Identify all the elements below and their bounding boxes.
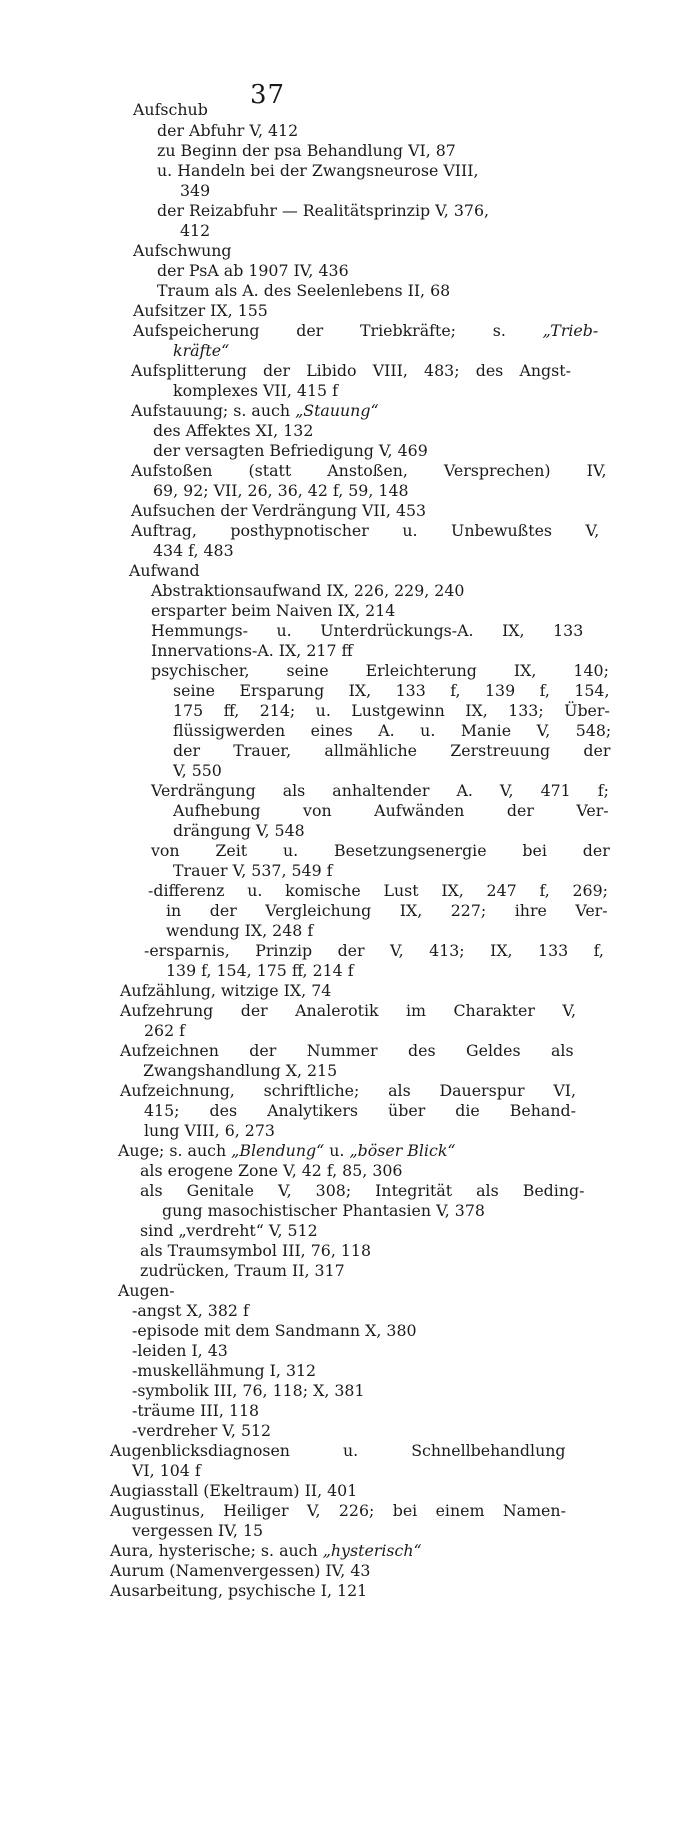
index-line: Aufzählung, witzige IX, 74	[120, 981, 332, 1000]
index-line: Aufhebung von Aufwänden der Ver-	[173, 801, 609, 820]
index-line: der Reizabfuhr — Realitätsprinzip V, 376,	[157, 201, 490, 220]
index-line: Traum als A. des Seelenlebens II, 68	[157, 281, 451, 300]
index-line: Aufschwung	[133, 241, 232, 260]
index-line: -träume III, 118	[132, 1401, 260, 1420]
index-line: Innervations-A. IX, 217 ff	[151, 641, 353, 660]
index-line: wendung IX, 248 f	[166, 921, 314, 940]
index-line: Ausarbeitung, psychische I, 121	[110, 1581, 368, 1600]
index-line: drängung V, 548	[173, 821, 305, 840]
index-line: u. Handeln bei der Zwangsneurose VIII,	[157, 161, 479, 180]
index-line: gung masochistischer Phantasien V, 378	[162, 1201, 485, 1220]
index-line: Aufzeichnung, schriftliche; als Dauerspur VI,	[120, 1081, 576, 1100]
index-line: Augenblicksdiagnosen u. Schnellbehandlung	[110, 1441, 566, 1460]
index-line: Aufsitzer IX, 155	[133, 301, 268, 320]
index-line: seine Ersparung IX, 133 f, 139 f, 154,	[173, 681, 610, 700]
index-line: Zwangshandlung X, 215	[143, 1061, 338, 1080]
index-line: 175 ff, 214; u. Lustgewinn IX, 133; Über-	[173, 701, 610, 720]
index-line: Verdrängung als anhaltender A. V, 471 f;	[151, 781, 609, 800]
index-line: zudrücken, Traum II, 317	[140, 1261, 345, 1280]
index-line: der Trauer, allmähliche Zerstreuung der	[173, 741, 611, 760]
index-line: als Traumsymbol III, 76, 118	[140, 1241, 372, 1260]
index-line: als Genitale V, 308; Integrität als Beding-	[140, 1181, 585, 1200]
index-line: -symbolik III, 76, 118; X, 381	[132, 1381, 365, 1400]
index-line: Hemmungs- u. Unterdrückungs-A. IX, 133	[151, 621, 584, 640]
index-line: 69, 92; VII, 26, 36, 42 f, 59, 148	[153, 481, 409, 500]
index-line: 139 f, 154, 175 ff, 214 f	[166, 961, 354, 980]
index-line: Augen-	[118, 1281, 175, 1300]
index-line: Aufwand	[129, 561, 200, 580]
index-line: -ersparnis, Prinzip der V, 413; IX, 133 f,	[144, 941, 604, 960]
index-line: Augiasstall (Ekeltraum) II, 401	[110, 1481, 358, 1500]
index-line: Aurum (Namenvergessen) IV, 43	[110, 1561, 371, 1580]
index-line: Trauer V, 537, 549 f	[173, 861, 333, 880]
index-line: des Affektes XI, 132	[153, 421, 314, 440]
index-line: vergessen IV, 15	[132, 1521, 264, 1540]
index-line: der versagten Befriedigung V, 469	[153, 441, 428, 460]
index-line: 415; des Analytikers über die Behand-	[144, 1101, 576, 1120]
index-line: Aufzehrung der Analerotik im Charakter V,	[120, 1001, 577, 1020]
index-line: Aufstauung; s. auch „Stauung“	[131, 401, 379, 420]
page-number: 37	[250, 80, 286, 110]
index-line: -muskellähmung I, 312	[132, 1361, 317, 1380]
index-line: in der Vergleichung IX, 227; ihre Ver-	[166, 901, 608, 920]
index-line: Aufzeichnen der Nummer des Geldes als	[120, 1041, 574, 1060]
index-line: Augustinus, Heiliger V, 226; bei einem Namen-	[110, 1501, 566, 1520]
index-line: der Abfuhr V, 412	[157, 121, 299, 140]
index-line: flüssigwerden eines A. u. Manie V, 548;	[173, 721, 612, 740]
index-line: Aufspeicherung der Triebkräfte; s. „Trieb-	[133, 321, 599, 340]
index-line: Aufsplitterung der Libido VIII, 483; des Angst-	[131, 361, 571, 380]
index-line: Aufschub	[133, 100, 208, 119]
index-line: -leiden I, 43	[132, 1341, 228, 1360]
index-line: -episode mit dem Sandmann X, 380	[132, 1321, 417, 1340]
index-line: VI, 104 f	[132, 1461, 201, 1480]
index-line: psychischer, seine Erleichterung IX, 140;	[151, 661, 609, 680]
index-line: V, 550	[173, 761, 222, 780]
index-line: Auge; s. auch „Blendung“ u. „böser Blick“	[118, 1141, 456, 1160]
index-line: zu Beginn der psa Behandlung VI, 87	[157, 141, 456, 160]
index-line: lung VIII, 6, 273	[144, 1121, 275, 1140]
index-line: -angst X, 382 f	[132, 1301, 249, 1320]
index-line: komplexes VII, 415 f	[173, 381, 338, 400]
index-line: Aufstoßen (statt Anstoßen, Versprechen) IV,	[131, 461, 607, 480]
index-line: sind „verdreht“ V, 512	[140, 1221, 318, 1240]
index-line: als erogene Zone V, 42 f, 85, 306	[140, 1161, 403, 1180]
index-line: -differenz u. komische Lust IX, 247 f, 269;	[148, 881, 608, 900]
index-line: Aura, hysterische; s. auch „hysterisch“	[110, 1541, 422, 1560]
index-line: 262 f	[144, 1021, 186, 1040]
index-line: Abstraktionsaufwand IX, 226, 229, 240	[151, 581, 465, 600]
index-line: 412	[180, 221, 211, 240]
index-line: kräfte“	[173, 341, 230, 360]
index-line: Auftrag, posthypnotischer u. Unbewußtes V,	[131, 521, 600, 540]
index-line: -verdreher V, 512	[132, 1421, 272, 1440]
index-line: von Zeit u. Besetzungsenergie bei der	[151, 841, 610, 860]
index-line: ersparter beim Naiven IX, 214	[151, 601, 396, 620]
index-line: 349	[180, 181, 211, 200]
index-line: Aufsuchen der Verdrängung VII, 453	[131, 501, 427, 520]
index-line: 434 f, 483	[153, 541, 234, 560]
index-line: der PsA ab 1907 IV, 436	[157, 261, 349, 280]
